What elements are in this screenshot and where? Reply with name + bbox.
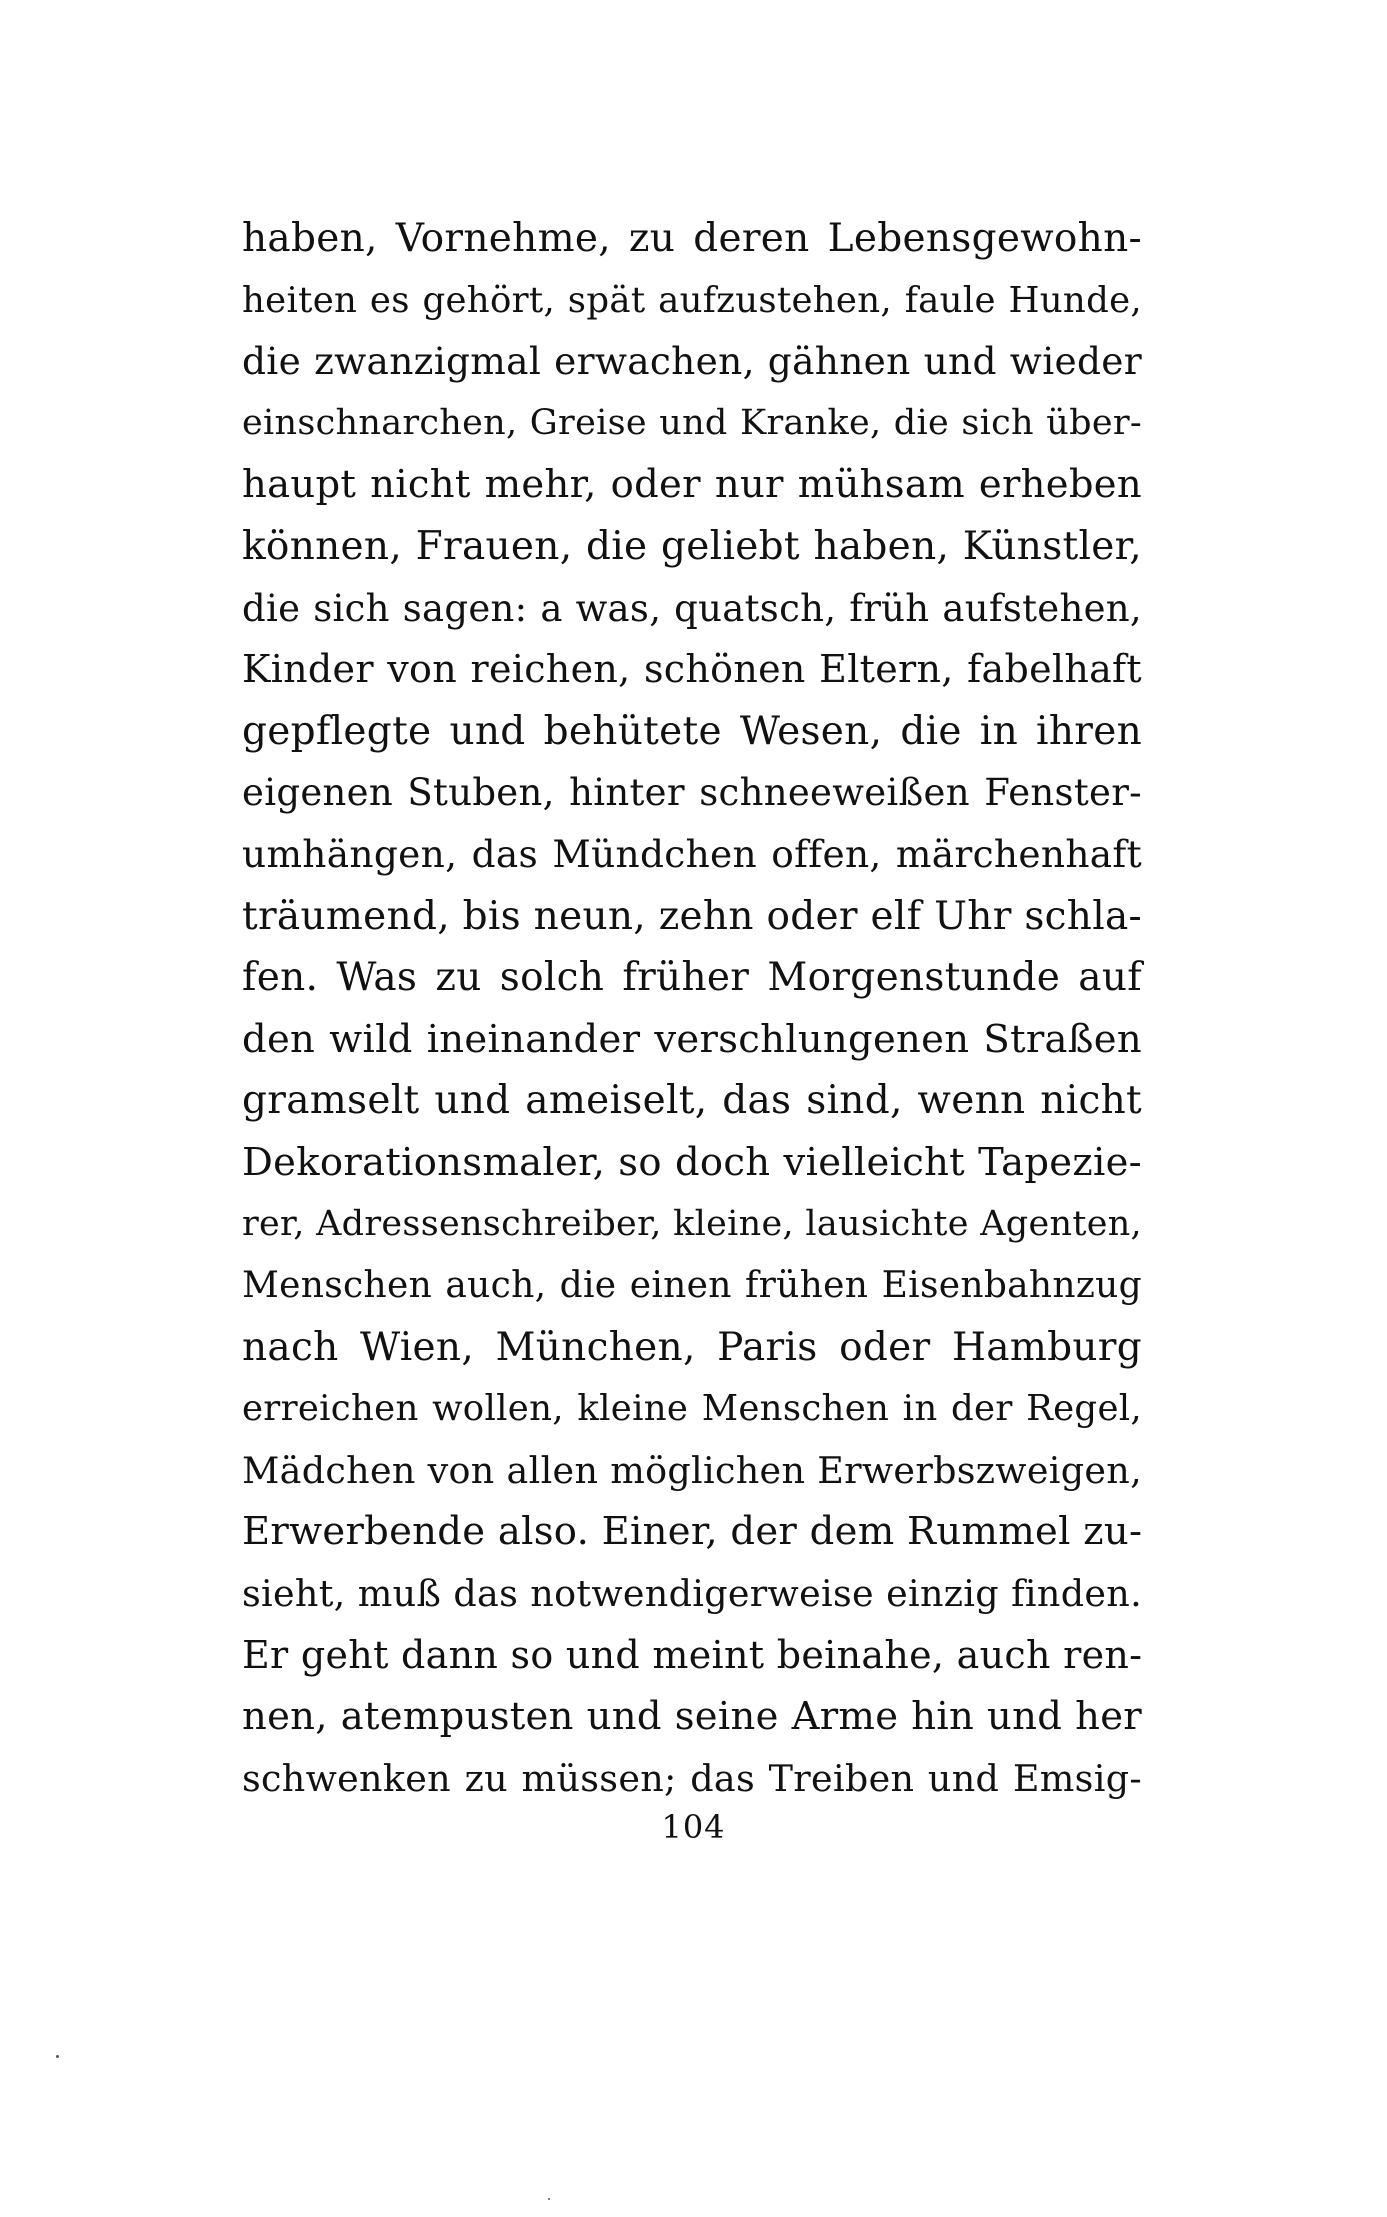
page-number: 104 [661, 1808, 726, 1846]
text-line-22: Erwerbende also. Einer, der dem Rummel zu- [242, 1509, 1143, 1555]
text-line-17: rer, Adressenschreiber, kleine, lausichte Agenten, [242, 1203, 1142, 1244]
text-line-12: träumend, bis neun, zehn oder elf Uhr schla- [242, 893, 1143, 939]
text-line-8: Kinder von reichen, schönen Eltern, fabelhaft [242, 647, 1142, 692]
body-text [242, 208, 1142, 1809]
text-line-15: gramselt und ameiselt, das sind, wenn nicht [242, 1078, 1142, 1124]
text-line-18: Menschen auch, die einen frühen Eisenbahnzug [242, 1265, 1142, 1307]
text-line-7: die sich sagen: a was, quatsch, früh aufstehen, [242, 586, 1142, 630]
scan-speck [548, 2198, 550, 2200]
text-line-24: Er geht dann so und meint beinahe, auch ren- [242, 1632, 1143, 1677]
text-line-11: umhängen, das Mündchen offen, märchenhaft [242, 831, 1142, 876]
text-line-14: den wild ineinander verschlungenen Straßen [242, 1016, 1142, 1062]
text-line-4: einschnarchen, Greise und Kranke, die sich über- [242, 402, 1142, 443]
text-line-23: sieht, muß das notwendigerweise einzig finden. [242, 1572, 1142, 1616]
text-line-20: erreichen wollen, kleine Menschen in der Regel, [242, 1388, 1142, 1430]
scan-speck [56, 2055, 59, 2058]
text-line-25: nen, atempusten und seine Arme hin und her [242, 1694, 1142, 1740]
text-line-9: gepflegte und behütete Wesen, die in ihren [242, 708, 1142, 754]
text-line-5: haupt nicht mehr, oder nur mühsam erheben [242, 462, 1142, 508]
text-line-13: fen. Was zu solch früher Morgenstunde auf [242, 955, 1142, 1001]
text-line-10: eigenen Stuben, hinter schneeweißen Fenster- [242, 771, 1142, 815]
text-line-6: können, Frauen, die geliebt haben, Künstler, [242, 523, 1142, 569]
text-line-19: nach Wien, München, Paris oder Hamburg [242, 1324, 1142, 1370]
text-line-1: haben, Vornehme, zu deren Lebensgewohn- [242, 216, 1142, 261]
text-line-21: Mädchen von allen möglichen Erwerbszweigen, [242, 1448, 1142, 1492]
text-line-26: schwenken zu müssen; das Treiben und Emsig- [242, 1756, 1142, 1800]
text-line-2: heiten es gehört, spät aufzustehen, faule Hunde, [242, 279, 1142, 321]
text-line-3: die zwanzigmal erwachen, gähnen und wieder [242, 339, 1142, 384]
text-line-16: Dekorationsmaler, so doch vielleicht Tapezie- [242, 1139, 1142, 1185]
